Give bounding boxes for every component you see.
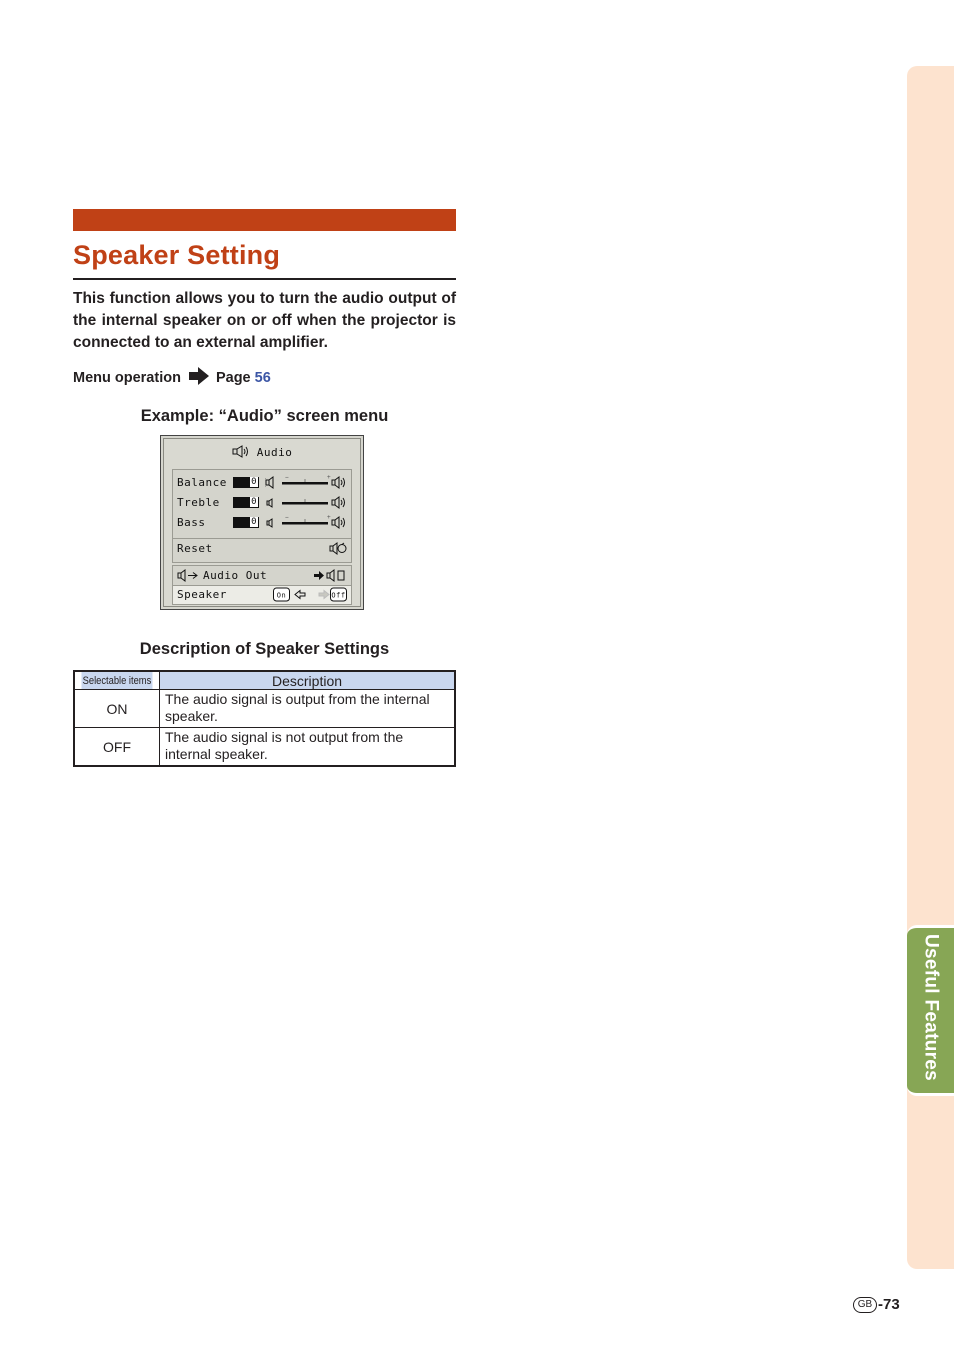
menu-operation xyxy=(73,367,271,389)
speaker-icon xyxy=(232,445,250,461)
arrow-right-icon xyxy=(319,591,329,599)
table-header-row xyxy=(74,671,455,690)
toggle-off-label: Off xyxy=(331,591,346,600)
page-number-text: -73 xyxy=(878,1296,900,1313)
speaker-settings-table xyxy=(73,670,456,767)
osd-row-value: 0 xyxy=(233,497,259,508)
column-header-description: Description xyxy=(160,671,456,690)
page-label: Page xyxy=(215,370,251,386)
slider-minus: − xyxy=(285,514,290,521)
osd-row-label: Bass xyxy=(177,516,206,529)
table-cell-item: ON xyxy=(74,690,160,728)
table-caption: Description of Speaker Settings xyxy=(139,640,390,658)
osd-header xyxy=(164,445,360,461)
table-cell-item: OFF xyxy=(74,728,160,767)
region-badge: GB xyxy=(853,1297,877,1313)
column-header-items: Selectable items xyxy=(80,671,153,690)
table-cell-description: The audio signal is output from the internal speaker. xyxy=(160,690,456,728)
osd-row-treble xyxy=(177,494,347,512)
osd-slider[interactable] xyxy=(265,494,355,512)
table-cell-description: The audio signal is not output from the internal speaker. xyxy=(160,728,456,767)
arrow-left-icon xyxy=(295,591,305,599)
slider-plus: + xyxy=(327,474,332,481)
speaker-loud-icon xyxy=(332,497,345,508)
osd-row-value: 0 xyxy=(233,477,259,488)
section-bar xyxy=(73,209,456,231)
osd-reset-label: Reset xyxy=(177,542,213,555)
osd-audio-out-label: Audio Out xyxy=(203,569,268,582)
speaker-right-icon xyxy=(332,477,345,488)
osd-slider[interactable] xyxy=(265,474,355,492)
osd-slider[interactable] xyxy=(265,514,355,532)
slider-plus: + xyxy=(327,514,332,521)
example-caption: Example: “Audio” screen menu xyxy=(140,407,389,425)
osd-row-bass xyxy=(177,514,347,532)
page-title: Speaker Setting xyxy=(73,240,281,270)
arrow-speaker-icon xyxy=(313,568,347,583)
osd-divider xyxy=(173,538,351,539)
osd-speaker-label: Speaker xyxy=(177,588,227,601)
title-rule xyxy=(73,278,456,280)
intro-paragraph: This function allows you to turn the audio output of the internal speaker on or off when the projector is connected to an external amplifier. xyxy=(73,290,456,351)
osd-frame xyxy=(163,438,361,607)
osd-row-balance xyxy=(177,474,347,492)
speaker-loud-icon xyxy=(332,517,345,528)
osd-adjust-panel xyxy=(172,469,352,563)
speaker-toggle[interactable] xyxy=(273,587,347,602)
speaker-small-icon xyxy=(267,519,272,527)
speaker-left-icon xyxy=(265,477,273,488)
page-link[interactable]: 56 xyxy=(254,370,271,386)
osd-row-label: Balance xyxy=(177,476,227,489)
table-row xyxy=(74,728,455,767)
reset-icon xyxy=(329,541,347,556)
audio-osd-screenshot xyxy=(160,435,364,610)
arrow-right-icon xyxy=(189,367,209,389)
slider-minus: − xyxy=(285,474,290,481)
side-tab-label: Useful Features xyxy=(920,933,942,1082)
osd-title: Audio xyxy=(256,446,293,459)
menu-operation-label: Menu operation xyxy=(73,370,181,386)
page-number xyxy=(853,1296,900,1313)
osd-row-speaker[interactable] xyxy=(173,586,351,604)
osd-row-value: 0 xyxy=(233,517,259,528)
osd-row-label: Treble xyxy=(177,496,220,509)
osd-row-audio-out[interactable] xyxy=(177,567,347,585)
osd-row-reset[interactable] xyxy=(177,540,347,558)
toggle-on-label: On xyxy=(276,591,287,600)
table-row xyxy=(74,690,455,728)
audio-out-icon xyxy=(177,568,199,583)
osd-output-panel xyxy=(172,565,352,605)
speaker-small-icon xyxy=(267,499,272,507)
